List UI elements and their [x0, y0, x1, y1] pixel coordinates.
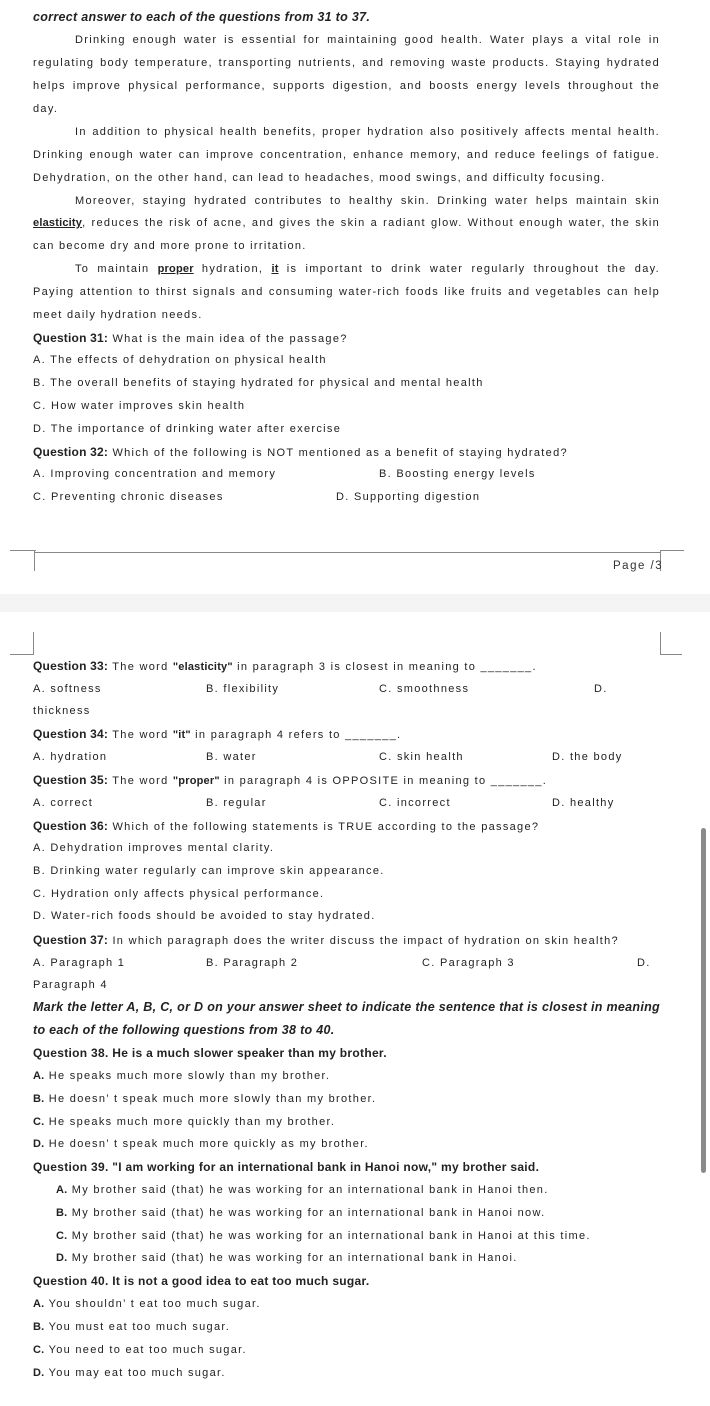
q33-option-a: A. softness: [33, 683, 102, 695]
q32-option-a: A. Improving concentration and memory: [33, 468, 277, 480]
para2-line1: In addition to physical health benefits, proper hydration also positively affects mental health.: [75, 126, 660, 138]
section-instruction-cut: correct answer to each of the questions from 31 to 37.: [33, 10, 371, 24]
q34-option-d: D. the body: [552, 751, 623, 763]
corner-mark: [34, 550, 35, 571]
q39-option-d: D. My brother said (that) he was working for an international bank in Hanoi.: [56, 1252, 518, 1264]
q36-option-c: C. Hydration only affects physical performance.: [33, 888, 325, 900]
q40-option-c: C. You need to eat too much sugar.: [33, 1344, 247, 1356]
q33-option-d-cont: thickness: [33, 705, 91, 717]
q38-option-b: B. He doesn’ t speak much more slowly than my brother.: [33, 1093, 377, 1105]
para3-line2: elasticity, reduces the risk of acne, and gives the skin a radiant glow. Without enough water, the skin: [33, 217, 660, 229]
q40-option-a: A. You shouldn’ t eat too much sugar.: [33, 1298, 261, 1310]
q32-option-c: C. Preventing chronic diseases: [33, 491, 224, 503]
para3-line1: Moreover, staying hydrated contributes to healthy skin. Drinking water helps maintain skin: [75, 195, 660, 207]
section-instruction-line1: Mark the letter A, B, C, or D on your answer sheet to indicate the sentence that is closest in meaning: [33, 1000, 660, 1014]
corner-mark: [660, 550, 684, 551]
page-1: [0, 0, 710, 594]
question-35: Question 35: The word "proper" in paragraph 4 is OPPOSITE in meaning to _______.: [33, 773, 548, 787]
q31-option-d: D. The importance of drinking water after exercise: [33, 423, 342, 435]
para4-line3: meet daily hydration needs.: [33, 309, 203, 321]
page-2: [0, 612, 710, 1406]
q32-option-b: B. Boosting energy levels: [379, 468, 536, 480]
page-gap: [0, 594, 710, 612]
question-40: Question 40. It is not a good idea to eat too much sugar.: [33, 1274, 370, 1288]
page-number: Page /3: [613, 560, 664, 572]
section-instruction-line2: to each of the following questions from 38 to 40.: [33, 1023, 335, 1037]
para1-line1: Drinking enough water is essential for maintaining good health. Water plays a vital role in: [75, 34, 660, 46]
question-37: Question 37: In which paragraph does the writer discuss the impact of hydration on skin health?: [33, 933, 619, 947]
question-31: Question 31: What is the main idea of the passage?: [33, 331, 348, 345]
para1-line3: helps improve physical performance, supports digestion, and boosts energy levels throughout the: [33, 80, 660, 92]
para4-line2: Paying attention to thirst signals and consuming water-rich foods like fruits and vegetables can help: [33, 286, 660, 298]
q35-option-a: A. correct: [33, 797, 94, 809]
q39-option-a: A. My brother said (that) he was working for an international bank in Hanoi then.: [56, 1184, 549, 1196]
q34-option-b: B. water: [206, 751, 257, 763]
q37-option-d-cont: Paragraph 4: [33, 979, 108, 991]
word-proper: proper: [157, 263, 194, 275]
q38-option-a: A. He speaks much more slowly than my brother.: [33, 1070, 331, 1082]
corner-mark: [33, 632, 34, 655]
corner-mark: [660, 632, 661, 655]
corner-mark: [10, 654, 34, 655]
q36-option-b: B. Drinking water regularly can improve skin appearance.: [33, 865, 385, 877]
question-33: Question 33: The word "elasticity" in paragraph 3 is closest in meaning to _______.: [33, 659, 537, 673]
corner-mark: [660, 654, 682, 655]
q33-option-d: D.: [594, 683, 608, 695]
q38-option-c: C. He speaks much more quickly than my brother.: [33, 1116, 336, 1128]
word-elasticity: elasticity: [33, 217, 83, 229]
q35-option-b: B. regular: [206, 797, 267, 809]
q34-option-c: C. skin health: [379, 751, 464, 763]
q31-option-c: C. How water improves skin health: [33, 400, 246, 412]
q40-option-b: B. You must eat too much sugar.: [33, 1321, 231, 1333]
para4-line1: To maintain proper hydration, it is important to drink water regularly throughout the day.: [75, 263, 660, 275]
q36-option-d: D. Water-rich foods should be avoided to stay hydrated.: [33, 910, 376, 922]
q39-option-c: C. My brother said (that) he was working for an international bank in Hanoi at this time.: [56, 1230, 591, 1242]
q37-option-c: C. Paragraph 3: [422, 957, 515, 969]
q31-option-a: A. The effects of dehydration on physical health: [33, 354, 327, 366]
q37-option-a: A. Paragraph 1: [33, 957, 126, 969]
question-39: Question 39. "I am working for an international bank in Hanoi now," my brother said.: [33, 1160, 540, 1174]
para1-line4: day.: [33, 103, 59, 115]
q37-option-b: B. Paragraph 2: [206, 957, 299, 969]
q39-option-b: B. My brother said (that) he was working for an international bank in Hanoi now.: [56, 1207, 546, 1219]
q35-option-d: D. healthy: [552, 797, 615, 809]
corner-mark: [10, 550, 36, 551]
q33-option-c: C. smoothness: [379, 683, 470, 695]
question-34: Question 34: The word "it" in paragraph 4 refers to _______.: [33, 727, 402, 741]
q35-option-c: C. incorrect: [379, 797, 451, 809]
q33-option-b: B. flexibility: [206, 683, 280, 695]
question-32: Question 32: Which of the following is NOT mentioned as a benefit of staying hydrated?: [33, 445, 568, 459]
q37-option-d: D.: [637, 957, 651, 969]
q32-option-d: D. Supporting digestion: [336, 491, 481, 503]
para2-line3: Dehydration, on the other hand, can lead to headaches, mood swings, and difficulty focusing.: [33, 172, 606, 184]
word-it: it: [271, 263, 279, 275]
question-38: Question 38. He is a much slower speaker than my brother.: [33, 1046, 387, 1060]
q31-option-b: B. The overall benefits of staying hydrated for physical and mental health: [33, 377, 484, 389]
scrollbar-thumb[interactable]: [701, 828, 706, 1173]
q36-option-a: A. Dehydration improves mental clarity.: [33, 842, 275, 854]
para1-line2: regulating body temperature, transporting nutrients, and removing waste products. Staying hydrated: [33, 57, 660, 69]
q40-option-d: D. You may eat too much sugar.: [33, 1367, 226, 1379]
para2-line2: Drinking enough water can improve concentration, enhance memory, and reduce feelings of fatigue.: [33, 149, 660, 161]
para3-line3: can become dry and more prone to irritation.: [33, 240, 307, 252]
footer-rule: [34, 552, 660, 553]
question-36: Question 36: Which of the following statements is TRUE according to the passage?: [33, 819, 540, 833]
q38-option-d: D. He doesn’ t speak much more quickly as my brother.: [33, 1138, 369, 1150]
q34-option-a: A. hydration: [33, 751, 108, 763]
